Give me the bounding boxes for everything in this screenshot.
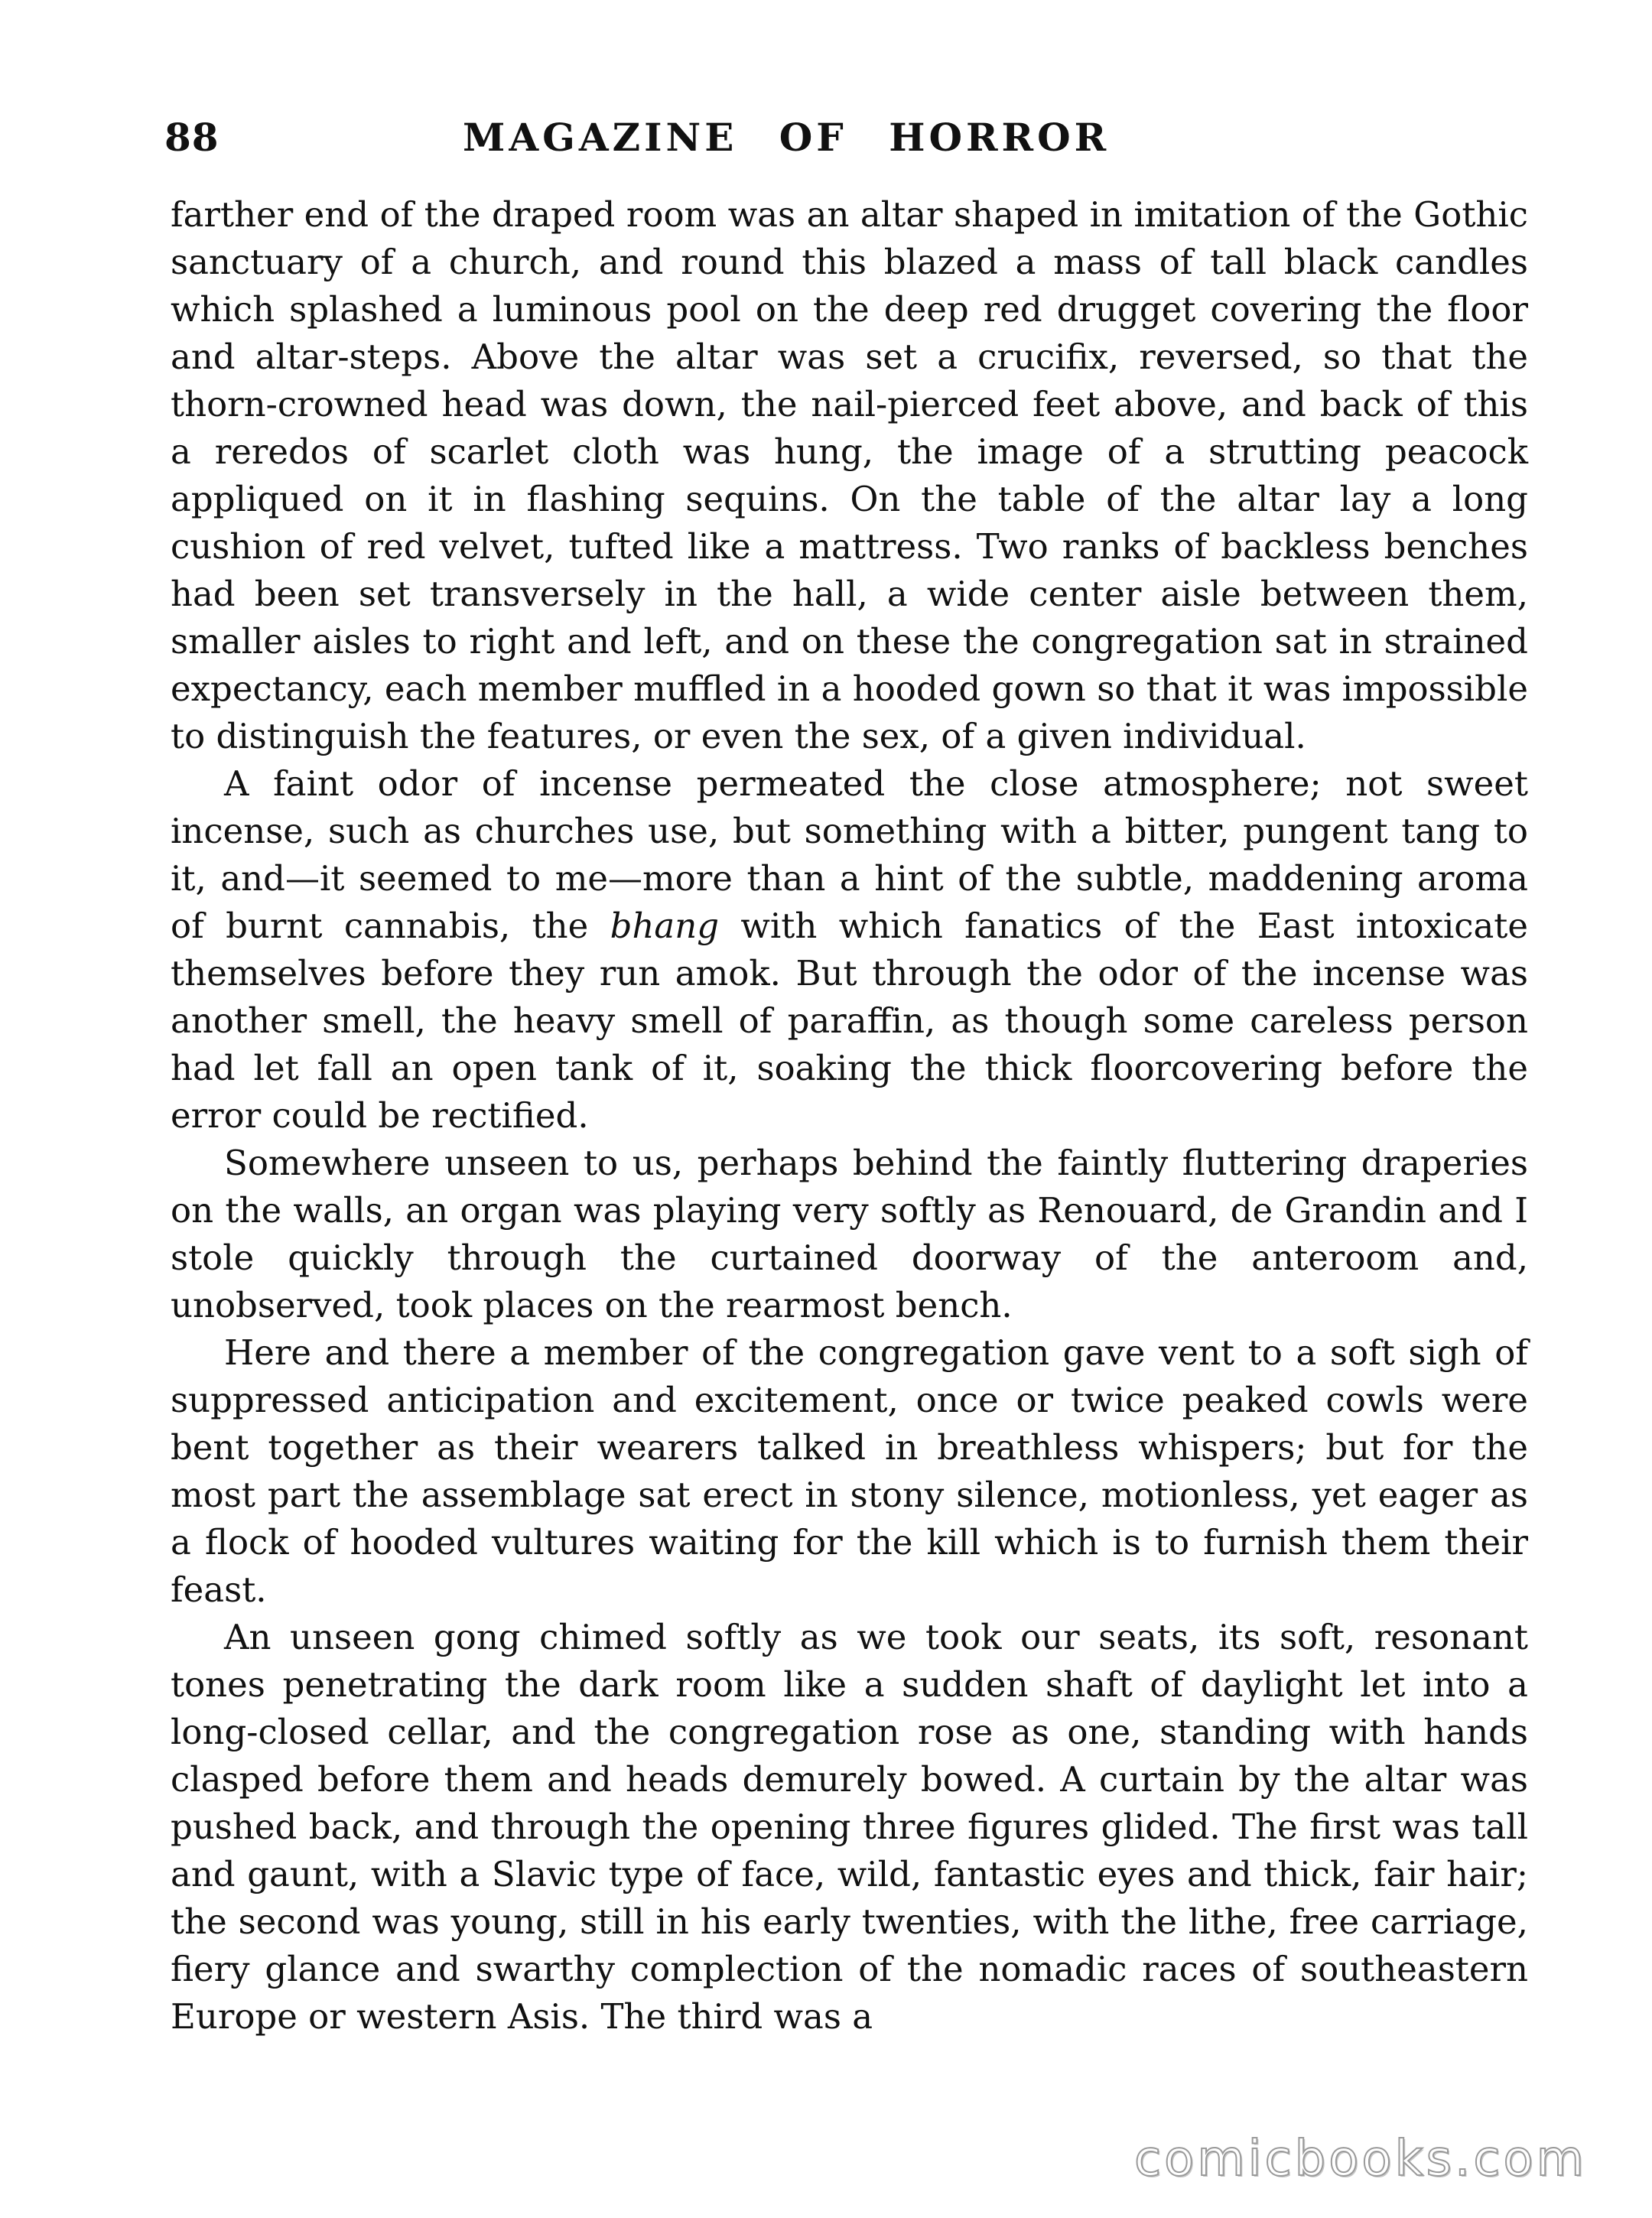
paragraph-4: [171, 1329, 1528, 1614]
paragraph-1: [171, 191, 1528, 760]
paragraph-5: [171, 1614, 1528, 2041]
paragraph-2: [171, 760, 1528, 1140]
paragraph-3-text: Somewhere unseen to us, perhaps behind the faintly fluttering draperies on the walls, an organ was playing very softly as Renouard, de Grandin and I stole quickly through the curtained doorway of the anteroom and, unobserved, took places on the rearmost bench.: [171, 1143, 1528, 1325]
paragraph-2-italic-word: bhang: [610, 906, 720, 946]
running-head-title: MAGAZINE OF HORROR: [463, 115, 1111, 160]
paragraph-3: [171, 1140, 1528, 1329]
page-header: [164, 115, 1526, 168]
paragraph-4-text: Here and there a member of the congregation gave vent to a soft sigh of suppressed anticipation and excitement, once or twice peaked cowls were bent together as their wearers talked in breathless whispers; but for the most part the assemblage sat erect in stony silence, motionless, yet eager as a flock of hooded vultures waiting for the kill which is to furnish them their feast.: [171, 1332, 1528, 1610]
page-number: 88: [164, 115, 220, 160]
watermark-logo: comicbooks.com: [1133, 2131, 1587, 2187]
paragraph-5-text: An unseen gong chimed softly as we took our seats, its soft, resonant tones penetrating the dark room like a sudden shaft of daylight let into a long-closed cellar, and the congregation rose as one, standing with hands clasped before them and heads demurely bowed. A curtain by the altar was pushed back, and through the opening three figures glided. The first was tall and gaunt, with a Slavic type of face, wild, fantastic eyes and thick, fair hair; the second was young, still in his early twenties, with the lithe, free carriage, fiery glance and swarthy complection of the nomadic races of southeastern Europe or western Asis. The third was a: [171, 1617, 1528, 2037]
paragraph-2-text-start: A faint odor of incense permeated the close atmosphere; not sweet incense, such as churches use, but something with a bitter, pungent tang to it, and—it seemed to me—more than a hint of the subtle, maddening aroma of burnt cannabis, the: [171, 763, 1528, 946]
paragraph-2-text-end: with which fanatics of the East intoxicate themselves before they run amok. But through the odor of the incense was another smell, the heavy smell of paraffin, as though some careless person had let fall an open tank of it, soaking the thick floorcovering before the error could be rectified.: [171, 906, 1528, 1136]
story-body: [171, 191, 1528, 2041]
paragraph-1-text: farther end of the draped room was an altar shaped in imitation of the Gothic sanctuary of a church, and round this blazed a mass of tall black candles which splashed a luminous pool on the deep red drugget covering the floor and altar-steps. Above the altar was set a crucifix, reversed, so that the thorn-crowned head was down, the nail-pierced feet above, and back of this a reredos of scarlet cloth was hung, the image of a strutting peacock appliqued on it in flashing sequins. On the table of the altar lay a long cushion of red velvet, tufted like a mattress. Two ranks of backless benches had been set transversely in the hall, a wide center aisle between them, smaller aisles to right and left, and on these the congregation sat in strained expectancy, each member muffled in a hooded gown so that it was impossible to distinguish the features, or even the sex, of a given individual.: [171, 194, 1528, 756]
